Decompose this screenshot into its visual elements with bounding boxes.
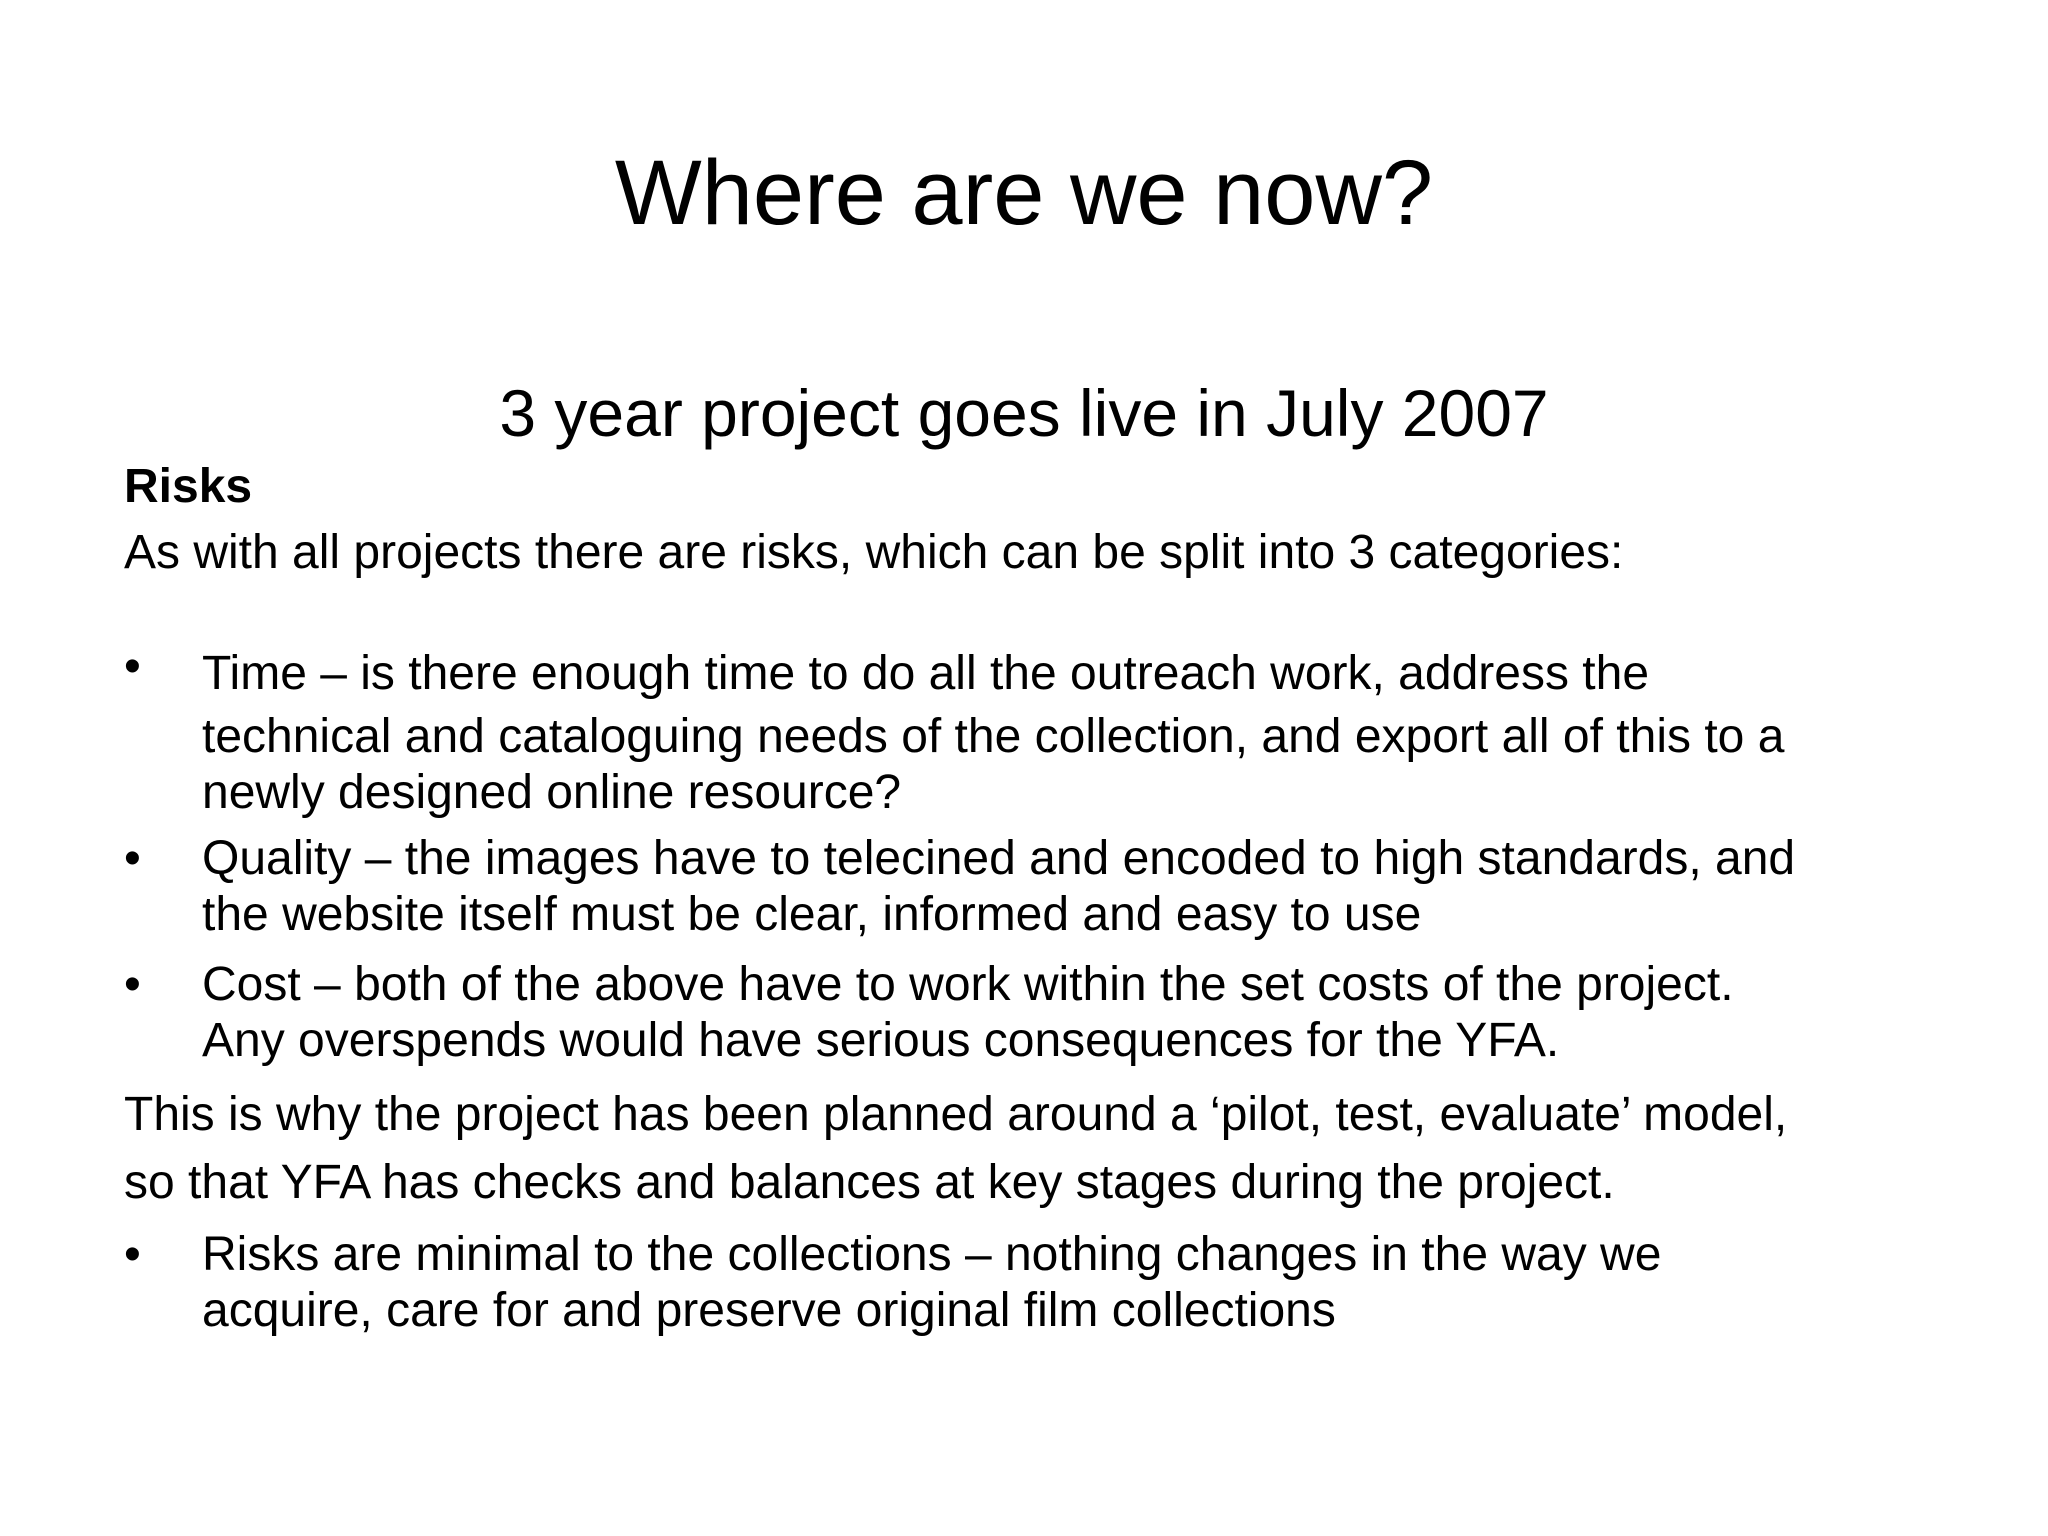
bullet-icon: • <box>124 958 141 1011</box>
list-item-quality <box>124 831 1984 943</box>
item-line: technical and cataloguing needs of the collection, and export all of this to a <box>202 710 1785 763</box>
item-line: acquire, care for and preserve original film collections <box>202 1284 1336 1337</box>
bullet-icon: • <box>124 1228 141 1281</box>
closing-line: so that YFA has checks and balances at key stages during the project. <box>124 1156 1615 1209</box>
list-item-cost <box>124 957 1984 1069</box>
item-line: Cost – both of the above have to work within the set costs of the project. <box>202 958 1734 1011</box>
list-item-collections-risk <box>124 1227 1984 1339</box>
item-line: Quality – the images have to telecined and encoded to high standards, and <box>202 832 1796 885</box>
slide-title: Where are we now? <box>614 142 1434 244</box>
item-line: the website itself must be clear, informed and easy to use <box>202 888 1422 941</box>
closing-text <box>124 1081 1984 1217</box>
risks-heading: Risks <box>124 460 253 513</box>
bullet-icon: • <box>124 640 141 693</box>
item-line: Any overspends would have serious consequences for the YFA. <box>202 1014 1560 1067</box>
item-line: Time – is there enough time to do all the outreach work, address the <box>202 647 1650 700</box>
slide-subtitle: 3 year project goes live in July 2007 <box>499 376 1549 450</box>
bullet-icon: • <box>124 832 141 885</box>
slide-body <box>124 458 1984 1339</box>
risk-categories-list <box>124 639 1984 1069</box>
list-item-time <box>124 639 1984 821</box>
closing-line: This is why the project has been planned around a ‘pilot, test, evaluate’ model, <box>124 1088 1788 1141</box>
final-list <box>124 1227 1984 1339</box>
item-line: Risks are minimal to the collections – nothing changes in the way we <box>202 1228 1662 1281</box>
item-line: newly designed online resource? <box>202 766 902 819</box>
intro-text: As with all projects there are risks, which can be split into 3 categories: <box>124 526 1624 579</box>
